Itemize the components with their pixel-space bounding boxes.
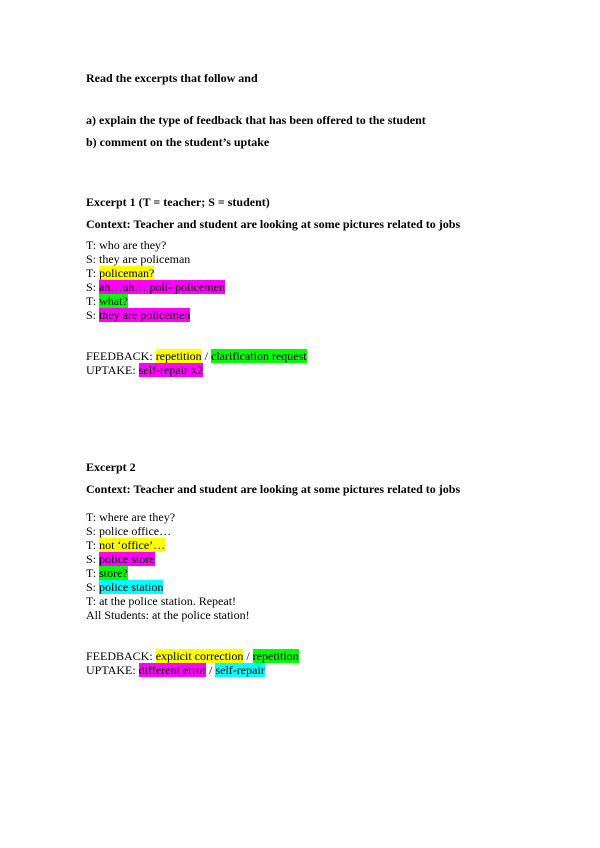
highlight-magenta: different error: [138, 663, 207, 677]
instruction-a: a) explain the type of feedback that has been offered to the student: [86, 113, 426, 127]
dialogue-line: T: what?: [86, 294, 128, 308]
highlight-yellow: policeman?: [99, 266, 155, 280]
highlight-cyan: police station: [99, 580, 164, 594]
dialogue-line: T: not ‘office’…: [86, 538, 166, 552]
excerpt-2-context: Context: Teacher and student are looking at some pictures related to jobs: [86, 482, 461, 496]
instructions-intro: Read the excerpts that follow and: [86, 71, 258, 85]
highlight-yellow: not ‘office’…: [99, 538, 166, 552]
highlight-cyan: self-repair: [215, 663, 265, 677]
excerpt-1-title: Excerpt 1 (T = teacher; S = student): [86, 195, 270, 209]
highlight-magenta: they are policemen: [99, 308, 191, 322]
highlight-yellow: explicit correction: [155, 649, 244, 663]
highlight-green: repetition: [252, 649, 299, 663]
excerpt-2-title: Excerpt 2: [86, 460, 136, 474]
dialogue-line: S: ah…uh… poli- policemen: [86, 280, 225, 294]
dialogue-line: S: police office…: [86, 524, 172, 538]
excerpt-2-feedback: FEEDBACK: explicit correction / repetition: [86, 649, 299, 663]
dialogue-line: T: at the police station. Repeat!: [86, 594, 237, 608]
highlight-green: what?: [99, 294, 128, 308]
highlight-magenta: police store: [99, 552, 155, 566]
highlight-yellow: repetition: [155, 349, 202, 363]
excerpt-1-feedback: FEEDBACK: repetition / clarification request: [86, 349, 307, 363]
highlight-green: clarification request: [211, 349, 307, 363]
dialogue-line: T: where are they?: [86, 510, 176, 524]
excerpt-2-uptake: UPTAKE: different error / self-repair: [86, 663, 265, 677]
excerpt-1-context: Context: Teacher and student are looking at some pictures related to jobs: [86, 217, 461, 231]
dialogue-line: T: store?: [86, 566, 128, 580]
instruction-b: b) comment on the student’s uptake: [86, 135, 270, 149]
highlight-magenta: self-repair x2: [138, 363, 204, 377]
dialogue-line: T: policeman?: [86, 266, 155, 280]
highlight-magenta: ah…uh… poli- policemen: [99, 280, 225, 294]
excerpt-1-uptake: UPTAKE: self-repair x2: [86, 363, 204, 377]
dialogue-line: T: who are they?: [86, 238, 167, 252]
dialogue-line: S: they are policeman: [86, 252, 191, 266]
dialogue-line: All Students: at the police station!: [86, 608, 250, 622]
dialogue-line: S: police store: [86, 552, 155, 566]
dialogue-line: S: they are policemen: [86, 308, 191, 322]
dialogue-line: S: police station: [86, 580, 164, 594]
highlight-green: store?: [99, 566, 128, 580]
